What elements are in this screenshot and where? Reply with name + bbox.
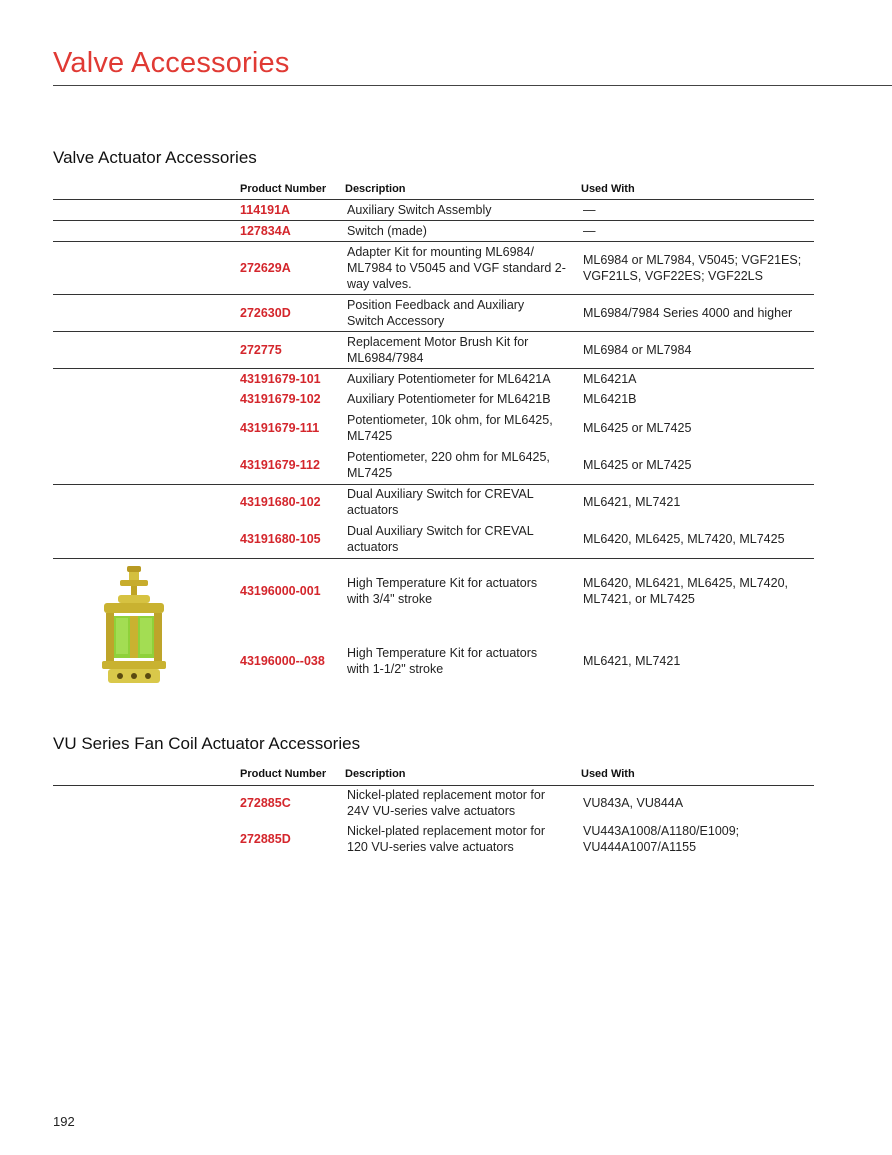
product-description: High Temperature Kit for actuators with 1-1/2" stroke [347,646,538,676]
table-row [0,521,892,557]
used-with: ML6421A [583,372,637,386]
table-row [0,560,892,622]
product-number: 43191680-105 [240,532,321,546]
used-with: ML6425 or ML7425 [583,421,692,435]
row-divider [53,558,814,559]
table-row [0,200,892,220]
table-row [0,785,892,821]
product-description: Auxiliary Potentiometer for ML6421B [347,392,551,406]
table-row [0,295,892,331]
product-number: 43191679-111 [240,421,320,435]
column-header-used-with: Used With [581,768,635,780]
used-with: — [583,203,596,217]
table-row [0,242,892,294]
product-number: 272775 [240,343,282,357]
used-with: ML6421B [583,392,637,406]
page-number: 192 [53,1114,75,1129]
product-number: 43191679-101 [240,372,321,386]
table-row [0,389,892,409]
column-header-used-with: Used With [581,183,635,195]
used-with: VU443A1008/A1180/E1009; VU444A1007/A1155 [583,824,740,854]
used-with: ML6420, ML6421, ML6425, ML7420, ML7421, or ML7425 [583,576,788,606]
page-title: Valve Accessories [53,47,290,79]
used-with: ML6421, ML7421 [583,495,681,509]
product-description: Adapter Kit for mounting ML6984/ ML7984 to V5045 and VGF standard 2-way valves. [347,245,566,291]
product-number: 114191A [240,203,291,217]
product-number: 43191679-102 [240,392,321,406]
product-description: High Temperature Kit for actuators with 3/4" stroke [347,576,538,606]
product-description: Switch (made) [347,224,427,238]
used-with: VU843A, VU844A [583,796,684,810]
column-header-product-number: Product Number [240,768,327,780]
product-number: 272885C [240,796,291,810]
used-with: ML6420, ML6425, ML7420, ML7425 [583,532,785,546]
product-number: 127834A [240,224,291,238]
used-with: ML6984 or ML7984, V5045; VGF21ES; VGF21LS, VGF22ES; VGF22LS [583,253,802,283]
table-row [0,630,892,692]
product-number: 272629A [240,261,291,275]
product-number: 43196000--038 [240,654,325,668]
product-description: Auxiliary Potentiometer for ML6421A [347,372,551,386]
table-row [0,369,892,389]
product-number: 272630D [240,306,291,320]
column-header-product-number: Product Number [240,183,327,195]
table-row [0,447,892,483]
used-with: ML6421, ML7421 [583,654,681,668]
product-description: Potentiometer, 10k ohm, for ML6425, ML7425 [347,413,553,443]
table-row [0,332,892,368]
section-title-valve-actuator-accessories: Valve Actuator Accessories [53,148,257,167]
product-description: Dual Auxiliary Switch for CREVAL actuators [347,487,534,517]
product-description: Position Feedback and Auxiliary Switch Accessory [347,298,525,328]
product-description: Replacement Motor Brush Kit for ML6984/7984 [347,335,529,365]
used-with: ML6984 or ML7984 [583,343,692,357]
section-title-vu-series-accessories: VU Series Fan Coil Actuator Accessories [53,734,361,753]
product-number: 272885D [240,832,291,846]
product-description: Dual Auxiliary Switch for CREVAL actuators [347,524,534,554]
column-header-description: Description [345,768,406,780]
column-header-description: Description [345,183,406,195]
product-number: 43196000-001 [240,584,321,598]
product-number: 43191680-102 [240,495,321,509]
table-row [0,821,892,857]
used-with: ML6425 or ML7425 [583,458,692,472]
used-with: ML6984/7984 Series 4000 and higher [583,306,793,320]
product-description: Nickel-plated replacement motor for 120 VU-series valve actuators [347,824,545,854]
product-description: Nickel-plated replacement motor for 24V VU-series valve actuators [347,788,545,818]
table-row [0,410,892,446]
table-row [0,221,892,241]
title-divider [53,85,892,86]
product-number: 43191679-112 [240,458,320,472]
used-with: — [583,224,596,238]
product-description: Potentiometer, 220 ohm for ML6425, ML7425 [347,450,550,480]
table-row [0,484,892,520]
product-description: Auxiliary Switch Assembly [347,203,492,217]
